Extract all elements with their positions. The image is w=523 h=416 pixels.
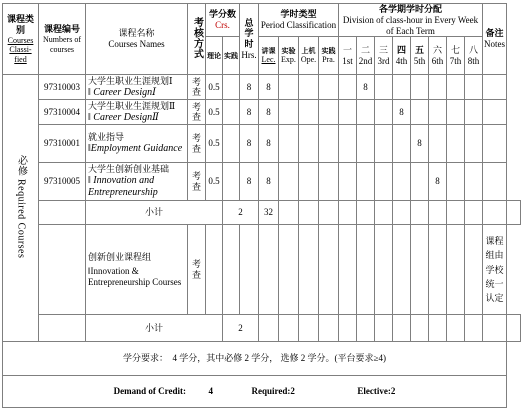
pra-header [319, 37, 339, 75]
notes-cell [483, 75, 507, 100]
lec-header-cn: 讲课 [261, 46, 276, 55]
term-header-cn: 三 [378, 45, 388, 56]
assess-header [188, 4, 206, 75]
empty-cell [319, 315, 339, 342]
empty-cell [393, 315, 411, 342]
practice-credits [223, 125, 240, 163]
pra-hours [319, 163, 339, 201]
empty-cell [223, 225, 240, 315]
course-group-name-en: ‖Innovation & Entrepreneurship Courses [88, 265, 182, 287]
ope-header-en: Ope. [300, 55, 317, 65]
exp-header-en: Exp. [281, 55, 296, 65]
term-cell [465, 75, 483, 100]
term-header-cn: 六 [432, 45, 442, 56]
empty-cell [393, 201, 411, 225]
subtotal-hours: 32 [259, 201, 279, 225]
exp-header [279, 37, 299, 75]
notes-cell [483, 163, 507, 201]
term-header-en: 1st [342, 55, 353, 66]
ope-hours [299, 125, 319, 163]
term-cell [393, 125, 411, 163]
total-hours: 8 [240, 100, 259, 125]
empty-cell [39, 315, 86, 342]
total-hours: 8 [240, 125, 259, 163]
empty-cell [240, 225, 259, 315]
lec-header-en: Lec. [261, 55, 276, 65]
term-header-en: 5th [413, 55, 426, 66]
empty-cell [259, 225, 279, 315]
demand-value: 4 [208, 386, 213, 397]
practice-credits [223, 163, 240, 201]
term-header-en: 7th [449, 55, 462, 66]
category-header [3, 4, 39, 75]
term-header-en: 8th [467, 55, 480, 66]
notes-cell: 课程组由学校统一认定 [483, 225, 507, 315]
term-header-en: 6th [431, 55, 444, 66]
empty-cell [357, 225, 375, 315]
term-cell [393, 75, 411, 100]
practice-header [223, 37, 240, 75]
empty-cell [339, 201, 357, 225]
pra-hours [319, 100, 339, 125]
course-code: 97310004 [39, 100, 86, 125]
period-header-en: Period Classification [260, 20, 337, 31]
term-cell [447, 163, 465, 201]
period-header [259, 4, 339, 37]
empty-cell [39, 225, 86, 315]
notes-header [483, 4, 507, 75]
lecture-hours: 8 [259, 100, 279, 125]
credit-requirement: 学分要求： 4 学分，其中必修 2 学分， 选修 2 学分。(平台要求≥4) [3, 342, 507, 376]
term-header-cn: 八 [469, 45, 479, 56]
category-cell [3, 75, 39, 342]
term-header-en: 4th [395, 55, 408, 66]
course-name [86, 163, 188, 201]
assessment: 考查 [188, 75, 206, 100]
lecture-hours: 8 [259, 75, 279, 100]
ope-hours [299, 100, 319, 125]
course-name-cn: 就业指导 [88, 132, 125, 143]
header-row-1 [3, 4, 521, 37]
term-header-cn: 七 [450, 45, 460, 56]
term-cell: 8 [411, 125, 429, 163]
code-header-en: Numbers of courses [43, 35, 81, 54]
empty-cell [483, 201, 507, 225]
assessment: 考查 [188, 163, 206, 201]
term-header [447, 37, 465, 75]
term-header [339, 37, 357, 75]
notes-cell [483, 125, 507, 163]
term-cell: 8 [429, 163, 447, 201]
division-header [339, 4, 483, 37]
term-header [465, 37, 483, 75]
credits: 0.5 [206, 75, 223, 100]
empty-cell [206, 225, 223, 315]
total-header [240, 4, 259, 75]
subtotal-credits: 2 [223, 201, 259, 225]
term-cell [393, 163, 411, 201]
empty-cell [279, 225, 299, 315]
exp-hours [279, 163, 299, 201]
subtotal-label: 小计 [86, 201, 223, 225]
term-cell [411, 75, 429, 100]
term-cell [375, 75, 393, 100]
course-code: 97310005 [39, 163, 86, 201]
empty-cell [279, 201, 299, 225]
name-header [86, 4, 188, 75]
course-name-cn: 大学生职业生涯规划Ⅱ [88, 100, 176, 111]
assessment: 考查 [188, 125, 206, 163]
category-label: 必修 Required Courses [15, 155, 27, 259]
term-cell [339, 75, 357, 100]
course-name [86, 100, 188, 125]
empty-cell [299, 315, 319, 342]
empty-cell [483, 315, 507, 342]
course-name-en: ‖ Innovation and Entrepreneurship [88, 175, 158, 199]
theory-header [206, 37, 223, 75]
subtotal-row [3, 201, 521, 225]
period-header-cn: 学时类型 [280, 9, 317, 20]
empty-cell [447, 315, 465, 342]
term-cell [357, 163, 375, 201]
table-row [3, 163, 521, 201]
term-cell [429, 100, 447, 125]
subtotal-label: 小计 [86, 315, 223, 342]
term-cell [465, 125, 483, 163]
empty-cell [357, 201, 375, 225]
empty-cell [375, 315, 393, 342]
course-name-en: ‖Employment Guidance [88, 143, 183, 155]
empty-cell [429, 315, 447, 342]
empty-cell [319, 201, 339, 225]
ope-header-cn: 上机 [301, 46, 316, 55]
demand-of-credit [3, 376, 507, 408]
exp-hours [279, 100, 299, 125]
term-cell [375, 125, 393, 163]
empty-cell [447, 225, 465, 315]
empty-cell [393, 225, 411, 315]
ope-hours [299, 75, 319, 100]
term-cell [465, 100, 483, 125]
total-hours: 8 [240, 163, 259, 201]
term-cell [339, 100, 357, 125]
course-name-cn: 大学生职业生涯规划Ⅰ [88, 75, 173, 86]
table-row [3, 75, 521, 100]
notes-header-en: Notes [484, 39, 506, 50]
term-cell [411, 163, 429, 201]
empty-cell [299, 201, 319, 225]
course-name-cn: 大学生创新创业基础 [88, 164, 170, 175]
empty-cell [375, 225, 393, 315]
lecture-hours: 8 [259, 163, 279, 201]
term-header-cn: 二 [360, 45, 370, 56]
pra-hours [319, 125, 339, 163]
term-cell [411, 100, 429, 125]
empty-cell [339, 315, 357, 342]
subtotal-credits: 2 [223, 315, 259, 342]
course-code: 97310003 [39, 75, 86, 100]
assessment: 考查 [188, 225, 206, 315]
term-header [429, 37, 447, 75]
name-header-en: Courses Names [108, 39, 165, 50]
term-cell [447, 75, 465, 100]
empty-cell [507, 315, 521, 342]
subtotal-row [3, 315, 521, 342]
course-table [2, 3, 521, 408]
exp-hours [279, 125, 299, 163]
course-name-en: ‖ Career DesignⅡ [88, 111, 159, 123]
lec-header [259, 37, 279, 75]
term-cell [465, 163, 483, 201]
empty-cell [375, 201, 393, 225]
empty-cell [357, 315, 375, 342]
demand-required: Required:2 [251, 386, 295, 397]
division-header-en: Division of class-hour in Every Week of Each Term [342, 14, 479, 36]
ope-header [299, 37, 319, 75]
term-cell [375, 163, 393, 201]
table-row [3, 100, 521, 125]
empty-cell [411, 201, 429, 225]
empty-cell [447, 201, 465, 225]
term-cell [429, 75, 447, 100]
empty-cell [319, 225, 339, 315]
empty-cell [465, 315, 483, 342]
requirement-row [3, 342, 521, 376]
pra-header-en: Pra. [322, 55, 335, 65]
demand-row [3, 376, 521, 408]
name-header-cn: 课程名称 [118, 28, 155, 39]
table-row [3, 125, 521, 163]
empty-cell [411, 315, 429, 342]
term-header [411, 37, 429, 75]
credits: 0.5 [206, 125, 223, 163]
division-header-cn: 各学期学时分配 [379, 4, 443, 14]
empty-cell [259, 315, 279, 342]
assess-header-cn: 考核方式 [191, 16, 203, 59]
demand-label: Demand of Credit: [113, 386, 186, 397]
term-cell [447, 100, 465, 125]
term-cell [339, 125, 357, 163]
empty-cell [507, 201, 521, 225]
practice-header-label: 实践 [224, 52, 238, 61]
total-hours: 8 [240, 75, 259, 100]
course-group-row [3, 225, 521, 315]
term-cell [339, 163, 357, 201]
course-group-name-cn: 创新创业课程组 [88, 252, 152, 263]
term-cell: 8 [357, 75, 375, 100]
empty-cell [39, 201, 86, 225]
credits: 0.5 [206, 100, 223, 125]
term-header-cn: 五 [414, 45, 424, 56]
course-group-name [86, 225, 188, 315]
notes-cell [483, 100, 507, 125]
category-header-en: Courses Classi-fied [7, 35, 34, 64]
term-header-cn: 一 [342, 45, 352, 56]
practice-credits [223, 75, 240, 100]
pra-hours [319, 75, 339, 100]
term-cell [447, 125, 465, 163]
lecture-hours: 8 [259, 125, 279, 163]
term-header-en: 2nd [358, 55, 373, 66]
empty-cell [339, 225, 357, 315]
category-header-cn: 课程类别 [6, 14, 34, 35]
term-cell [357, 100, 375, 125]
term-header [357, 37, 375, 75]
ope-hours [299, 163, 319, 201]
term-header [393, 37, 411, 75]
total-header-en: Hrs. [241, 49, 257, 60]
term-header-en: 3rd [377, 55, 390, 66]
term-header [375, 37, 393, 75]
credits-header-cn: 学分数 [208, 9, 236, 20]
empty-cell [279, 315, 299, 342]
theory-header-label: 理论 [207, 52, 221, 61]
notes-header-cn: 备注 [485, 28, 504, 39]
course-name [86, 125, 188, 163]
demand-elective: Elective:2 [357, 386, 396, 397]
course-name [86, 75, 188, 100]
term-cell [375, 100, 393, 125]
credits-header-en: Crs. [215, 20, 230, 31]
pra-header-cn: 实践 [321, 46, 336, 55]
term-cell [429, 125, 447, 163]
empty-cell [465, 201, 483, 225]
empty-cell [411, 225, 429, 315]
practice-credits [223, 100, 240, 125]
empty-cell [429, 201, 447, 225]
empty-cell [299, 225, 319, 315]
term-cell: 8 [393, 100, 411, 125]
total-header-cn: 总学时 [244, 17, 254, 50]
credits-header [206, 4, 240, 37]
exp-header-cn: 实验 [281, 46, 296, 55]
empty-cell [429, 225, 447, 315]
term-header-cn: 四 [396, 45, 406, 56]
course-name-en: ‖ Career DesignⅠ [88, 86, 157, 98]
credits: 0.5 [206, 163, 223, 201]
exp-hours [279, 75, 299, 100]
term-cell [357, 125, 375, 163]
code-header [39, 4, 86, 75]
code-header-cn: 课程编号 [43, 24, 80, 35]
course-code: 97310001 [39, 125, 86, 163]
empty-cell [465, 225, 483, 315]
assessment: 考查 [188, 100, 206, 125]
